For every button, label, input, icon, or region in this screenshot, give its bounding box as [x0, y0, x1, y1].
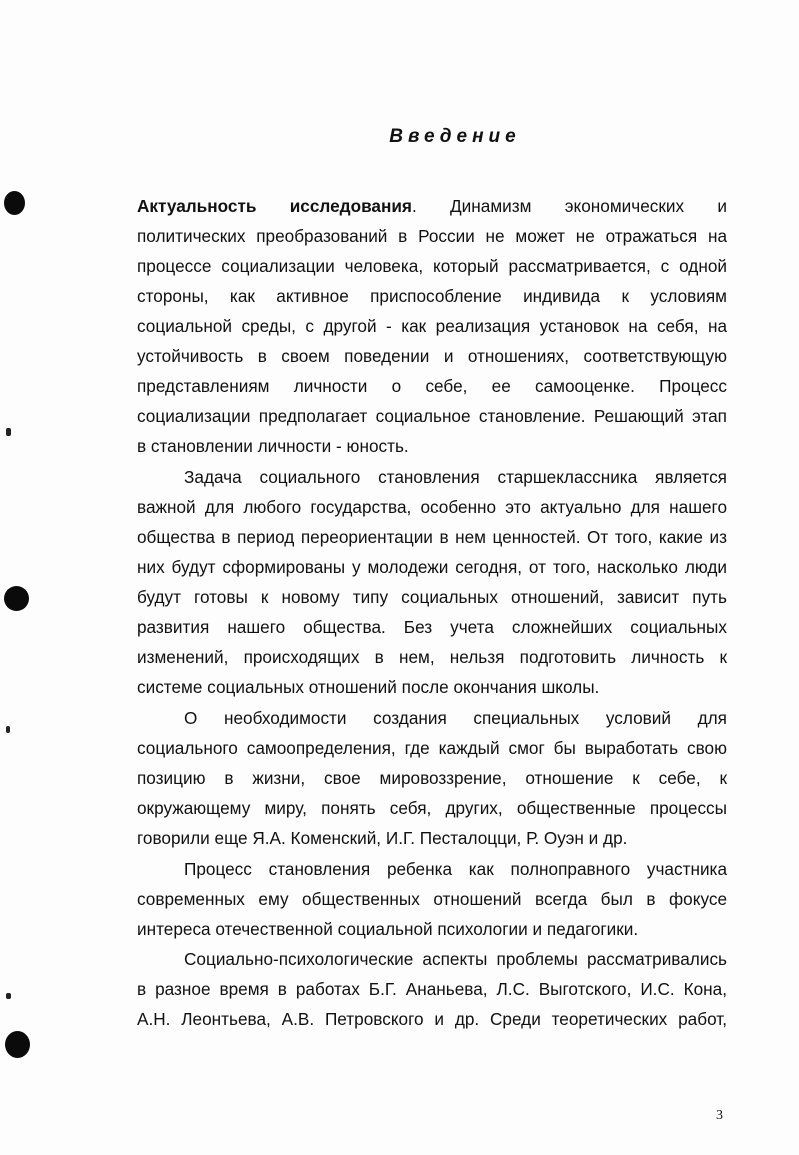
text-line — [137, 191, 727, 221]
punch-hole-3 — [5, 1031, 30, 1058]
text-fragment: . Динамизм экономических и — [411, 196, 727, 216]
text-line: социализации предполагает социальное становление. Решающий этап — [137, 406, 727, 426]
section-lead: Актуальность исследования — [137, 196, 412, 216]
punch-hole-1 — [4, 191, 25, 215]
text-line: интереса отечественной социальной психологии и педагогики. — [137, 919, 639, 939]
text-line: общества в период переориентации в нем ценностей. От того, какие из — [137, 527, 727, 547]
text-line: представлениям личности о себе, ее самооценке. Процесс — [137, 376, 727, 396]
text-line: системе социальных отношений после окончания школы. — [137, 677, 600, 697]
page-title: Введение — [389, 126, 521, 147]
text-line: Задача социального становления старшеклассника является — [184, 467, 727, 487]
scan-mark — [6, 726, 10, 733]
paragraph-1 — [137, 191, 727, 461]
text-line: Социально-психологические аспекты проблемы рассматривались — [184, 949, 727, 969]
text-line: них будут сформированы у молодежи сегодня, от того, насколько люди — [137, 557, 727, 577]
text-line: социального самоопределения, где каждый смог бы выработать свою — [137, 738, 727, 758]
text-line: О необходимости создания специальных условий для — [184, 708, 727, 728]
paragraph-4 — [137, 854, 727, 944]
paragraph-3 — [137, 703, 727, 853]
text-line: развития нашего общества. Без учета сложнейших социальных — [137, 617, 727, 637]
page-number: 3 — [716, 1108, 723, 1123]
text-line: окружающему миру, понять себя, других, общественные процессы — [137, 798, 727, 818]
scan-mark — [6, 428, 11, 436]
punch-hole-2 — [4, 586, 29, 611]
text-line: А.Н. Леонтьева, А.В. Петровского и др. Среди теоретических работ, — [137, 1009, 727, 1029]
text-line: в становлении личности - юность. — [137, 436, 409, 456]
paragraph-2 — [137, 462, 727, 702]
text-line: в разное время в работах Б.Г. Ананьева, Л.С. Выготского, И.С. Кона, — [137, 979, 727, 999]
text-line: современных ему общественных отношений всегда был в фокусе — [137, 889, 727, 909]
paragraph-5 — [137, 944, 727, 1034]
text-line: политических преобразований в России не может не отражаться на — [137, 226, 727, 246]
text-line: Процесс становления ребенка как полноправного участника — [184, 859, 727, 879]
text-line: стороны, как активное приспособление индивида к условиям — [137, 286, 727, 306]
text-line: социальной среды, с другой - как реализация установок на себя, на — [137, 316, 727, 336]
text-line: изменений, происходящих в нем, нельзя подготовить личность к — [137, 647, 727, 667]
text-line: говорили еще Я.А. Коменский, И.Г. Песталоцци, Р. Оуэн и др. — [137, 828, 628, 848]
text-line: устойчивость в своем поведении и отношениях, соответствующую — [137, 346, 727, 366]
scan-mark — [6, 993, 11, 999]
text-line: процессе социализации человека, который рассматривается, с одной — [137, 256, 727, 276]
text-line: важной для любого государства, особенно это актуально для нашего — [137, 497, 727, 517]
text-line: позицию в жизни, свое мировоззрение, отношение к себе, к — [137, 768, 727, 788]
text-line: будут готовы к новому типу социальных отношений, зависит путь — [137, 587, 727, 607]
